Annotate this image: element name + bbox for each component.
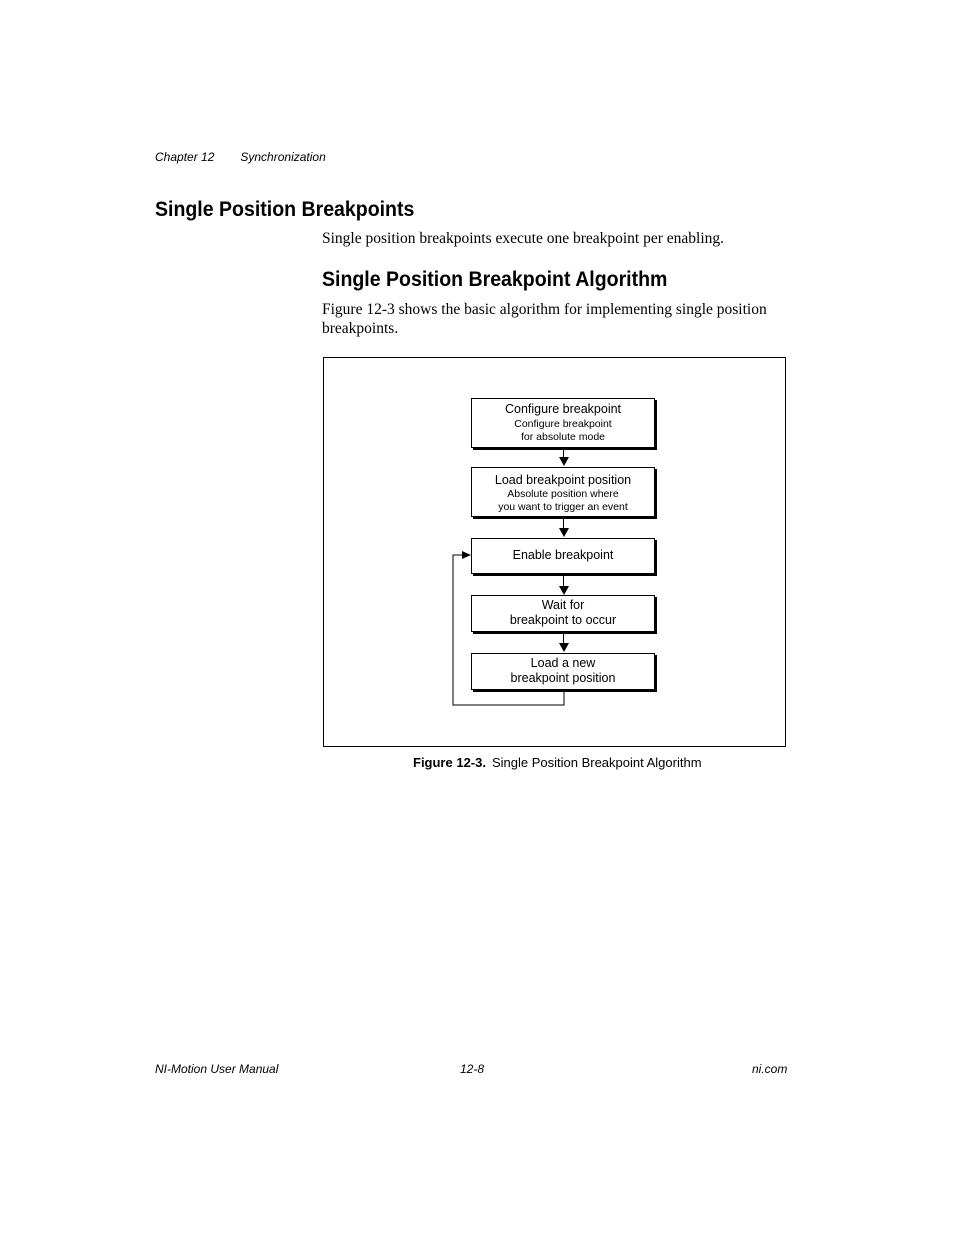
step-title: Configure breakpoint — [504, 402, 622, 416]
caption-label: Figure 12-3. — [413, 755, 486, 770]
flowchart-figure — [323, 357, 786, 747]
step-title: Wait for — [541, 598, 585, 612]
step-subtext: for absolute mode — [520, 431, 606, 443]
running-header — [155, 150, 326, 164]
step-subtext: you want to trigger an event — [498, 501, 628, 513]
section-paragraph: Single position breakpoints execute one breakpoint per enabling. — [322, 230, 725, 247]
loop-connector — [324, 358, 785, 746]
subsection-paragraph: Figure 12-3 shows the basic algorithm for implementing single position breakpoints. — [322, 301, 767, 337]
step-title: breakpoint to occur — [509, 613, 617, 627]
step-subtext: Absolute position where — [507, 488, 619, 500]
step-subtext: Configure breakpoint — [514, 418, 612, 430]
step-title: breakpoint position — [510, 671, 616, 685]
section-label: Synchronization — [240, 150, 326, 164]
footer-right: ni.com — [752, 1062, 788, 1076]
caption-text: Single Position Breakpoint Algorithm — [491, 755, 702, 770]
step-title: Load breakpoint position — [494, 473, 632, 487]
arrow-right-icon — [462, 551, 471, 559]
section-heading: Single Position Breakpoints — [155, 198, 415, 221]
step-title: Enable breakpoint — [512, 548, 614, 562]
page-number: 12-8 — [460, 1062, 485, 1076]
figure-caption — [413, 755, 702, 770]
step-title: Load a new — [530, 656, 596, 670]
footer-left: NI-Motion User Manual — [155, 1062, 279, 1076]
chapter-label: Chapter 12 — [155, 150, 215, 164]
subsection-heading: Single Position Breakpoint Algorithm — [322, 268, 668, 291]
